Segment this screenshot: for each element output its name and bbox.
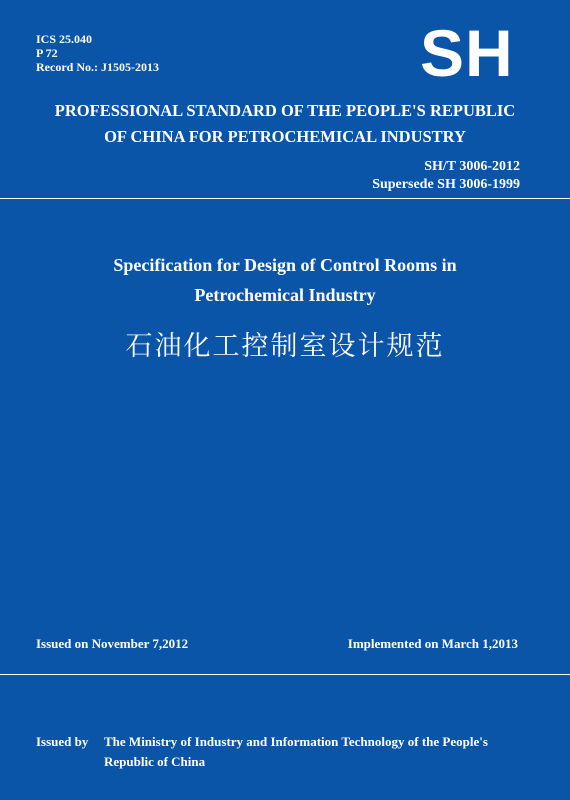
top-divider bbox=[0, 198, 570, 199]
sh-logo bbox=[420, 16, 526, 90]
issuer-name: The Ministry of Industry and Information Technology of the People's Republic of China bbox=[104, 734, 488, 769]
implemented-date: Implemented on March 1,2013 bbox=[347, 636, 518, 651]
standard-number-block bbox=[372, 158, 520, 194]
p-code: P 72 bbox=[36, 46, 58, 60]
sh-logo-text: SH bbox=[420, 16, 514, 90]
standard-title-line1: PROFESSIONAL STANDARD OF THE PEOPLE'S REPUBLIC bbox=[54, 101, 516, 120]
standard-number: SH/T 3006-2012 bbox=[424, 159, 520, 174]
issued-date: Issued on November 7,2012 bbox=[36, 636, 189, 651]
document-title-chinese: 石油化工控制室设计规范 bbox=[125, 331, 445, 362]
supersede-note: Supersede SH 3006-1999 bbox=[372, 177, 520, 192]
document-title-line2: Petrochemical Industry bbox=[194, 285, 376, 305]
issued-by-label: Issued by bbox=[36, 734, 89, 749]
standard-title-line2: OF CHINA FOR PETROCHEMICAL INDUSTRY bbox=[104, 127, 466, 146]
bottom-divider bbox=[0, 674, 570, 675]
ics-code: ICS 25.040 bbox=[36, 32, 93, 46]
record-number: Record No.: J1505-2013 bbox=[36, 60, 159, 74]
document-title-line1: Specification for Design of Control Rooms in bbox=[113, 255, 457, 275]
document-title bbox=[0, 250, 570, 310]
classification-codes bbox=[36, 32, 159, 74]
standard-title bbox=[0, 98, 570, 150]
